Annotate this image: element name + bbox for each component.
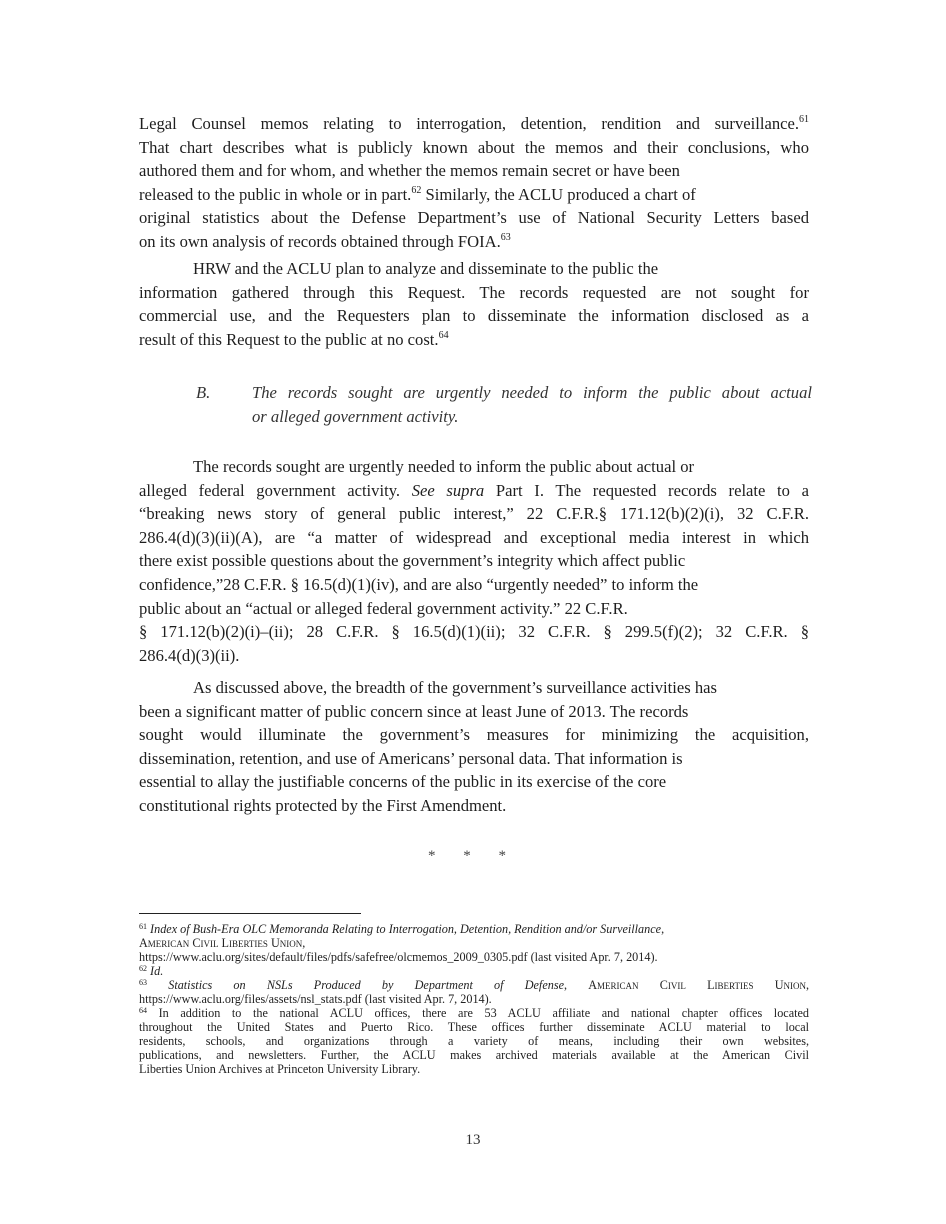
- footnote-number: 62: [139, 964, 147, 973]
- text-line: That chart describes what is publicly known about the memos and their conclusions, who: [139, 137, 809, 157]
- text-line: Legal Counsel memos relating to interrogation, detention, rendition and surveillance.$^{61}$: [139, 114, 809, 133]
- footnote-ref[interactable]: 61: [799, 114, 809, 125]
- text-line: commercial use, and the Requesters plan to disseminate the information disclosed as a: [139, 306, 809, 326]
- text-line: The records sought are urgently needed to inform the public about actual or: [193, 457, 695, 476]
- text-line: public about an “actual or alleged federal government activity.” 22 C.F.R.: [139, 598, 628, 618]
- footnote-ref[interactable]: 64: [438, 329, 449, 341]
- text-line: been a significant matter of public concern since at least June of 2013. The records: [139, 701, 689, 721]
- text-line: result of this Request to the public at no cost.$^{64}$: [139, 329, 449, 349]
- footnote-61: $^{61}$ Index of Bush-Era OLC Memoranda Relating to Interrogation, Detention, Rendition and/or Surveillance,: [139, 922, 665, 936]
- footnote-number: 61: [139, 922, 147, 931]
- footnote-line: residents, schools, and organizations through a variety of means, including their own websites,: [139, 1034, 809, 1048]
- footnotes: [139, 922, 809, 1076]
- footnote-62: $^{62}$ Id.: [139, 964, 164, 978]
- text-line: constitutional rights protected by the First Amendment.: [139, 795, 507, 815]
- text-line: 286.4(d)(3)(ii).: [139, 645, 240, 665]
- footnote-ref[interactable]: 62: [411, 184, 422, 196]
- text-line: there exist possible questions about the government’s integrity which affect public: [139, 551, 686, 571]
- text-line: authored them and for whom, and whether the memos remain secret or have been: [139, 161, 680, 181]
- section-divider: * * *: [428, 848, 518, 864]
- paragraph-3: [139, 455, 809, 667]
- footnote-63: $^{63}$ Statistics on NSLs Produced by Department of Defense, American Civil Liberties Union,: [139, 978, 810, 992]
- section-letter: B.: [196, 383, 211, 402]
- text-line: dissemination, retention, and use of Americans’ personal data. That information is: [139, 748, 683, 768]
- footnote-line: publications, and newsletters. Further, the ACLU makes archived materials available at the American Civil: [139, 1048, 809, 1062]
- page-number: 13: [465, 1132, 481, 1148]
- text-line: essential to allay the justifiable concerns of the public in its exercise of the core: [139, 772, 667, 792]
- footnote-url[interactable]: https://www.aclu.org/files/assets/nsl_stats.pdf (last visited Apr. 7, 2014).: [139, 992, 492, 1006]
- footnote-line: American Civil Liberties Union,: [139, 936, 306, 950]
- text-line: on its own analysis of records obtained through FOIA.$^{63}$: [139, 231, 511, 251]
- footnote-number: 64: [139, 1006, 147, 1015]
- text-line: “breaking news story of general public interest,” 22 C.F.R.§ 171.12(b)(2)(i), 32 C.F.R.: [139, 504, 809, 524]
- text-line: alleged federal government activity. See supra Part I. The requested records relate to a: [139, 480, 809, 500]
- citation-signal: See supra: [411, 480, 485, 500]
- text-line: original statistics about the Defense Department’s use of National Security Letters based: [139, 208, 809, 228]
- footnote-line: Liberties Union Archives at Princeton University Library.: [139, 1062, 421, 1076]
- paragraph-4: [139, 676, 809, 818]
- paragraph-2: [139, 257, 809, 351]
- text-line: As discussed above, the breadth of the government’s surveillance activities has: [193, 678, 717, 697]
- footnote-url[interactable]: https://www.aclu.org/sites/default/files/pdfs/safefree/olcmemos_2009_0305.pdf (last visited Apr. 7, 2014).: [139, 950, 658, 964]
- text-line: released to the public in whole or in part.$^{62}$ Similarly, the ACLU produced a chart of: [139, 184, 696, 204]
- text-line: information gathered through this Request. The records requested are not sought for: [139, 282, 809, 302]
- footnote-64: $^{64}$ In addition to the national ACLU offices, there are 53 ACLU affiliate and national chapter offices located: [139, 1006, 809, 1020]
- heading-line: The records sought are urgently needed to inform the public about actual: [252, 383, 812, 402]
- text-line: confidence,”28 C.F.R. § 16.5(d)(1)(iv), and are also “urgently needed” to inform the: [139, 574, 699, 594]
- heading-line: or alleged government activity.: [252, 406, 459, 426]
- text-line: sought would illuminate the government’s measures for minimizing the acquisition,: [139, 725, 809, 745]
- text-line: § 171.12(b)(2)(i)–(ii); 28 C.F.R. § 16.5(d)(1)(ii); 32 C.F.R. § 299.5(f)(2); 32 C.F.R. §: [139, 622, 809, 642]
- paragraph-1: [139, 112, 809, 254]
- footnote-number: 63: [139, 978, 147, 987]
- footnote-ref[interactable]: 63: [500, 231, 511, 243]
- footnote-line: throughout the United States and Puerto Rico. These offices further disseminate ACLU material to local: [139, 1020, 809, 1034]
- text-line: HRW and the ACLU plan to analyze and disseminate to the public the: [193, 259, 659, 278]
- footnote-separator: [139, 913, 361, 914]
- text-line: 286.4(d)(3)(ii)(A), are “a matter of widespread and exceptional media interest in which: [139, 527, 809, 547]
